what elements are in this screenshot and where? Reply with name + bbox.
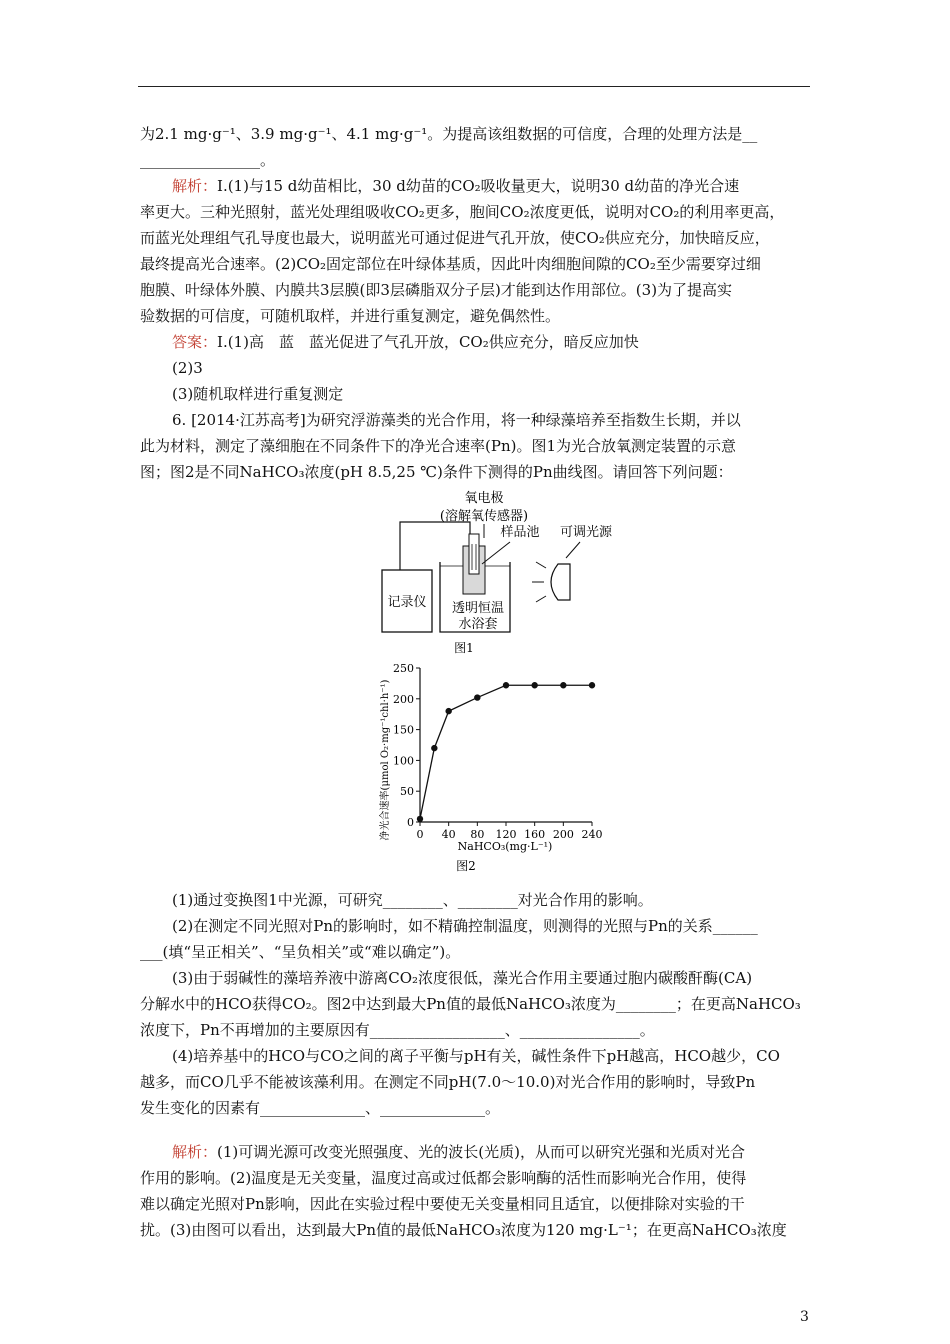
wire (400, 522, 470, 570)
text-line: 浓度下，Pn不再增加的主要原因有__________________、________________。 (140, 1021, 655, 1039)
text-span: Ⅰ.(1)高 蓝 蓝光促进了气孔开放，CO₂供应充分，暗反应加快 (217, 333, 639, 351)
text-line: 此为材料，测定了藻细胞在不同条件下的净光合速率(Pn)。图1为光合放氧测定装置的示意 (140, 437, 737, 455)
electrode (469, 534, 479, 574)
figure2-caption: 图2 (456, 859, 476, 873)
data-point (560, 682, 566, 688)
x-tick-label: 80 (470, 828, 485, 841)
recorder-label: 记录仪 (387, 595, 427, 610)
text-line: (3)随机取样进行重复测定 (172, 385, 344, 403)
light-ray (536, 596, 546, 602)
page-number: 3 (800, 1309, 809, 1325)
text-line: 最终提高光合速率。(2)CO₂固定部位在叶绿体基质，因此叶肉细胞间隙的CO₂至少需要穿过细 (140, 255, 761, 273)
analysis-line (172, 1142, 810, 1162)
series-line (420, 685, 592, 819)
analysis-line (172, 176, 810, 196)
text-line: 发生变化的因素有______________、______________。 (140, 1099, 501, 1117)
text-span: (1)可调光源可改变光照强度、光的波长(光质)，从而可以研究光强和光质对光合 (217, 1143, 745, 1161)
data-point (431, 745, 437, 751)
text-line: (2)3 (172, 359, 203, 377)
question-1: (1)通过变换图1中光源，可研究________、________对光合作用的影响。 (172, 891, 653, 909)
text-line: 率更大。三种光照射，蓝光处理组吸收CO₂更多，胞间CO₂浓度更低，说明对CO₂的利用率更高， (140, 203, 785, 221)
data-point (445, 708, 451, 714)
y-tick-label: 250 (393, 662, 414, 675)
text-line: 胞膜、叶绿体外膜、内膜共3层膜(即3层磷脂双分子层)才能到达作用部位。(3)为了提高实 (140, 281, 733, 299)
x-tick-label: 0 (416, 828, 424, 841)
figure1-caption: 图1 (454, 641, 474, 655)
light-ray (536, 562, 546, 568)
data-point (474, 694, 480, 700)
y-tick-label: 50 (400, 785, 414, 799)
figure2-chart (370, 660, 620, 880)
y-axis-label: 净光合速率(μmol O₂·mg⁻¹chl·h⁻¹) (380, 679, 391, 841)
question-3: (3)由于弱碱性的藻培养液中游离CO₂浓度很低，藻光合作用主要通过胞内碳酸酐酶(CA) (172, 969, 753, 987)
sample-label: 样品池 (500, 525, 540, 540)
x-tick-label: 120 (495, 828, 517, 841)
answer-label: 答案： (172, 333, 218, 351)
electrode-label: 氧电极 (464, 491, 504, 506)
header-rule (138, 86, 810, 87)
light-label: 可调光源 (559, 525, 613, 540)
y-tick-label: 0 (407, 816, 414, 829)
y-tick-label: 200 (393, 692, 414, 706)
sensor-label: (溶解氧传感器) (439, 509, 529, 524)
light-pointer (566, 542, 580, 558)
text-line: ________________。 (140, 151, 276, 169)
text-line: 作用的影响。(2)温度是无关变量，温度过高或过低都会影响酶的活性而影响光合作用，使得 (140, 1169, 747, 1187)
bath-label-2: 水浴套 (458, 617, 498, 632)
y-tick-label: 100 (393, 754, 414, 768)
lamp-icon (551, 564, 570, 600)
data-point (531, 682, 537, 688)
bath-label-1: 透明恒温 (451, 601, 505, 616)
analysis-label: 解析： (172, 177, 218, 195)
text-span: Ⅰ.(1)与15 d幼苗相比，30 d幼苗的CO₂吸收量更大，说明30 d幼苗的净光合速 (217, 177, 740, 195)
text-line: 扰。(3)由图可以看出，达到最大Pn值的最低NaHCO₃浓度为120 mg·L⁻¹；在更高NaHCO₃浓度 (140, 1221, 787, 1239)
y-tick-label: 150 (393, 723, 414, 737)
text-line: 难以确定光照对Pn影响，因此在实验过程中要使无关变量相同且适宜，以便排除对实验的干 (140, 1195, 745, 1213)
text-line: 分解水中的HCO获得CO₂。图2中达到最大Pn值的最低NaHCO₃浓度为________；在更高NaHCO₃ (140, 995, 801, 1013)
text-line: 图；图2是不同NaHCO₃浓度(pH 8.5,25 ℃)条件下测得的Pn曲线图。请回答下列问题： (140, 463, 733, 481)
sample-pointer (482, 542, 510, 564)
x-tick-label: 240 (581, 828, 603, 841)
answer-line (172, 332, 810, 352)
question-4: (4)培养基中的HCO与CO之间的离子平衡与pH有关，碱性条件下pH越高，HCO越少，CO (172, 1047, 780, 1065)
data-point (417, 816, 423, 822)
figure1-apparatus (370, 488, 630, 663)
text-line: 为2.1 mg·g⁻¹、3.9 mg·g⁻¹、4.1 mg·g⁻¹。为提高该组数据的可信度，合理的处理方法是__ (140, 125, 758, 143)
text-line: 验数据的可信度，可随机取样，并进行重复测定，避免偶然性。 (140, 307, 561, 325)
text-line: 越多，而CO几乎不能被该藻利用。在测定不同pH(7.0～10.0)对光合作用的影响时，导致Pn (140, 1073, 756, 1091)
text-line: ___(填“呈正相关”、“呈负相关”或“难以确定”)。 (140, 943, 461, 961)
x-tick-label: 160 (524, 828, 546, 841)
x-axis-label: NaHCO₃(mg·L⁻¹) (457, 840, 553, 853)
data-point (503, 682, 509, 688)
question-2: (2)在测定不同光照对Pn的影响时，如不精确控制温度，则测得的光照与Pn的关系______ (172, 917, 758, 935)
analysis-label: 解析： (172, 1143, 218, 1161)
question-title: 6. [2014·江苏高考]为研究浮游藻类的光合作用，将一种绿藻培养至指数生长期，并以 (172, 411, 741, 429)
x-tick-label: 200 (552, 828, 574, 841)
data-point (589, 682, 595, 688)
x-tick-label: 40 (441, 828, 456, 841)
text-line: 而蓝光处理组气孔导度也最大，说明蓝光可通过促进气孔开放，使CO₂供应充分，加快暗反应， (140, 229, 770, 247)
